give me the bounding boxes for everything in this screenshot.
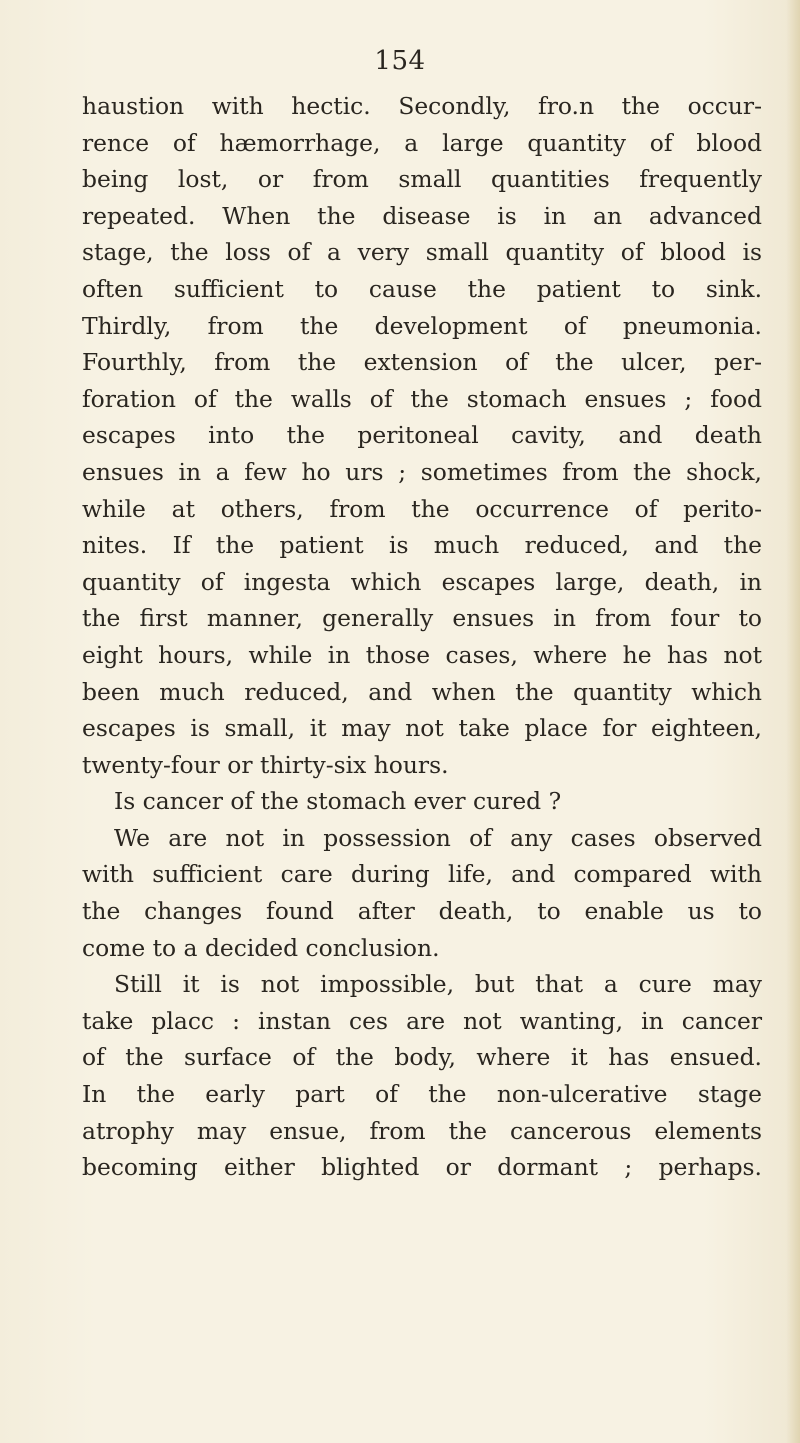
text-line: In the early part of the non-ulcerative stage bbox=[82, 1080, 762, 1109]
text-line: We are not in possession of any cases observed bbox=[114, 823, 762, 852]
text-line: being lost, or from small quantities frequently bbox=[82, 165, 762, 194]
text-line: atrophy may ensue, from the cancerous elements bbox=[82, 1116, 762, 1145]
text-line: foration of the walls of the stomach ensues ; food bbox=[82, 384, 762, 413]
text-line: of the surface of the body, where it has ensued. bbox=[82, 1043, 762, 1072]
text-line: often sufficient to cause the patient to sink. bbox=[82, 274, 762, 303]
text-line: becoming either blighted or dormant ; perhaps. bbox=[82, 1153, 762, 1182]
text-line: repeated. When the disease is in an advanced bbox=[82, 201, 762, 230]
text-line: been much reduced, and when the quantity which bbox=[82, 677, 762, 706]
body-text bbox=[82, 88, 762, 1186]
text-line: quantity of ingesta which escapes large, death, in bbox=[82, 567, 762, 596]
text-line: Still it is not impossible, but that a cure may bbox=[114, 970, 762, 999]
text-line: take placc : instan ces are not wanting, in cancer bbox=[82, 1006, 762, 1035]
page-number: 154 bbox=[374, 46, 426, 76]
text-line: ensues in a few ho urs ; sometimes from the shock, bbox=[82, 457, 762, 486]
page-edge-shadow bbox=[786, 0, 800, 1443]
text-line: escapes is small, it may not take place for eighteen, bbox=[82, 714, 762, 743]
text-line: twenty-four or thirty-six hours. bbox=[82, 750, 449, 779]
text-line: eight hours, while in those cases, where he has not bbox=[82, 640, 762, 669]
text-line: the first manner, generally ensues in from four to bbox=[82, 604, 762, 633]
text-line: Fourthly, from the extension of the ulcer, per- bbox=[82, 348, 762, 377]
text-line: the changes found after death, to enable us to bbox=[82, 897, 762, 926]
text-line: Thirdly, from the development of pneumonia. bbox=[82, 311, 762, 340]
text-line: stage, the loss of a very small quantity of blood is bbox=[82, 238, 762, 267]
text-line: come to a decided conclusion. bbox=[82, 933, 440, 962]
text-line: with sufficient care during life, and compared with bbox=[82, 860, 762, 889]
text-line: haustion with hectic. Secondly, fro.n the occur- bbox=[82, 92, 762, 120]
text-line: nites. If the patient is much reduced, and the bbox=[82, 531, 762, 560]
text-line: escapes into the peritoneal cavity, and death bbox=[82, 421, 762, 450]
text-line: Is cancer of the stomach ever cured ? bbox=[114, 787, 562, 816]
text-line: rence of hæmorrhage, a large quantity of blood bbox=[82, 128, 762, 157]
text-line: while at others, from the occurrence of perito- bbox=[82, 494, 762, 523]
